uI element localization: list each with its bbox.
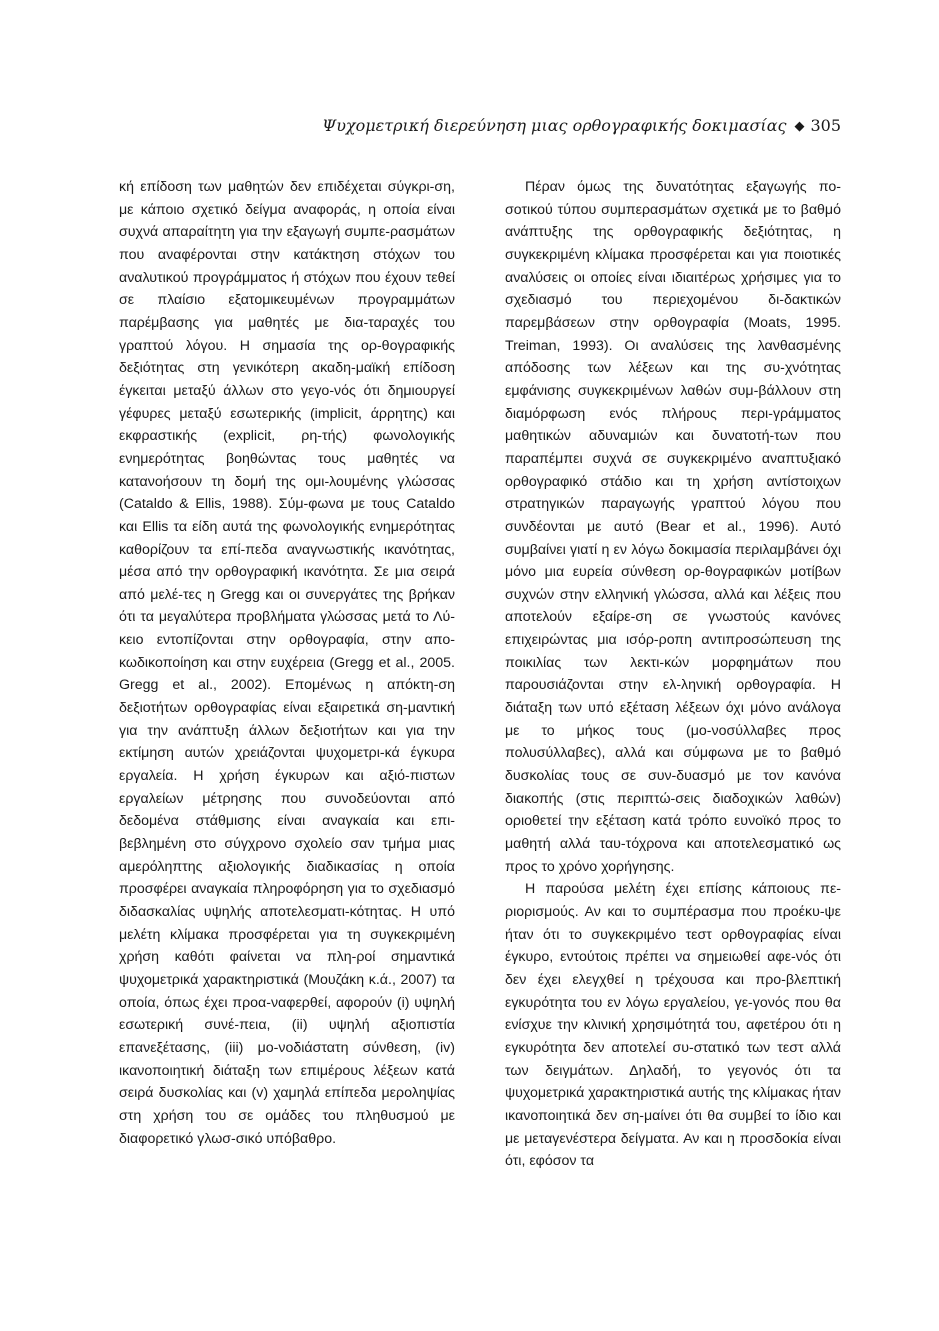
right-paragraph-1: Πέραν όμως της δυνατότητας εξαγωγής πο-σοτικού τύπου συμπερασμάτων σχετικά με το βαθμό ανάπτυξης της ορθογραφικής δεξιότητας, η συγκεκριμένη κλίμακα προσφέρεται και για ποιοτικές αναλύσεις οι οποίες είναι ιδιαιτέρως χρήσιμες για το σχεδιασμό του περιεχομένου δι-δακτικών παρεμβάσεων στην ορθογραφία (Moats, 1995. Treiman, 1993). Οι αναλύσεις της λανθασμένης απόδοσης των λέξεων και της συ-χνότητας εμφάνισης συγκεκριμένων λαθών συμ-βάλλουν στη διαμόρφωση ενός πλήρους περι-γράμματος μαθητικών αδυναμιών και δυνατοτή-των που παραπέμπει συχνά σε συγκεκριμένο αναπτυξιακό ορθογραφικό στάδιο και τη χρήση αντίστοιχων στρατηγικών παραγωγής γραπτού λόγου που συνδέονται με αυτό (Bear et al., 1996). Αυτό συμβαίνει γιατί η εν λόγω δοκιμασία περιλαμβάνει όχι μόνο μια ευρεία σύνθεση ορ-θογραφικών μοτίβων συχνών στην ελληνική γλώσσα, αλλά και λέξεις που αποτελούν εξαίρε-ση σε γνωστούς κανόνες επιχειρώντας μια ισόρ-ροπη αντιπροσώπευση της ποικιλίας των λεκτι-κών μορφημάτων που παρουσιάζονται στην ελ-ληνική ορθογραφία. Η διάταξη των υπό εξέταση λέξεων όχι μόνο ανάλογα με το μήκος τους (μο-νοσύλλαβες προς πολυσύλλαβες), αλλά και σύμφωνα με το βαθμό δυσκολίας τους σε συν-δυασμό με τον κανόνα διακοπής (στις περιπτώ-σεις διαδοχικών λαθών) οριοθετεί την εξέταση κατά τρόπο ευνοϊκό προς το μαθητή αλλά ταυ-τόχρονα και αποτελεσματικό ως προς το χρόνο χορήγησης. <box>505 179 841 875</box>
running-header <box>120 116 841 138</box>
right-column <box>505 176 841 1173</box>
diamond-separator-icon: ◆ <box>794 119 805 134</box>
page-number: 305 <box>810 116 841 135</box>
left-column <box>119 176 455 1150</box>
running-title: Ψυχομετρική διερεύνηση μιας ορθογραφικής δοκιμασίας <box>322 116 787 135</box>
right-paragraph-2: Η παρούσα μελέτη έχει επίσης κάποιους πε-ριορισμούς. Αν και το συμπέρασμα που προέκυ-ψε ήταν ότι το συγκεκριμένο τεστ ορθογραφίας είναι έγκυρο, εντούτοις πρέπει να σημειωθεί αφε-νός ότι δεν έχει ελεγχθεί η τρέχουσα και προ-βλεπτική εγκυρότητα του εν λόγω εργαλείου, γε-γονός που θα ενίσχυε την κλινική χρησιμότητά του, αφετέρου ότι η εγκυρότητα δεν αποτελεί συ-στατικό των τεστ αλλά των δειγμάτων. Δηλαδή, το γεγονός ότι τα ψυχομετρικά χαρακτηριστικά αυτής της κλίμακας ήταν ικανοποιητικά δεν ση-μαίνει ότι θα συμβεί το ίδιο και με μεταγενέστερα δείγματα. Αν και η προσδοκία είναι ότι, εφόσον τα <box>505 881 841 1170</box>
left-paragraph-1: κή επίδοση των μαθητών δεν επιδέχεται σύγκρι-ση, με κάποιο σχετικό δείγμα αναφοράς, η οποία είναι συχνά απαραίτητη για την εξαγωγή συμπε-ρασμάτων που αναφέρονται στην κατάκτηση στόχων του αναλυτικού προγράμματος ή στόχων που έχουν τεθεί σε πλαίσιο εξατομικευμένων προγραμμάτων παρέμβασης για μαθητές με δια-ταραχές του γραπτού λόγου. Η σημασία της ορ-θογραφικής δεξιότητας στη γενικότερη ακαδη-μαϊκή επίδοση έγκειται μεταξύ άλλων στο γεγο-νός ότι δημιουργεί γέφυρες μεταξύ εσωτερικής (implicit, άρρητης) και εκφραστικής (explicit, ρη-τής) φωνολογικής ενημερότητας βοηθώντας τους μαθητές να κατανοήσουν τη δομή της ομι-λουμένης γλώσσας (Cataldo & Ellis, 1988). Σύμ-φωνα με τους Cataldo και Ellis τα είδη αυτά της φωνολογικής ενημερότητας καθορίζουν τα επί-πεδα αναγνωστικής ικανότητας, μέσα από την ορθογραφική ικανότητα. Σε μια σειρά από μελέ-τες η Gregg και οι συνεργάτες της βρήκαν ότι τα μεγαλύτερα προβλήματα γλώσσας μετά το Λύ-κειο εντοπίζονται στην ορθογραφία, στην απο-κωδικοποίηση και στην ευχέρεια (Gregg et al., 2005. Gregg et al., 2002). Επομένως η απόκτη-ση δεξιοτήτων ορθογραφίας είναι εξαιρετικά ση-μαντική για την ανάπτυξη άλλων δεξιοτήτων και για την εκτίμηση αυτών χρειάζονται ψυχομετρι-κά έγκυρα εργαλεία. Η χρήση έγκυρων και αξιό-πιστων εργαλείων μέτρησης που συνοδεύονται από δεδομένα στάθμισης είναι αναγκαία και επι-βεβλημένη στο σύγχρονο σχολείο σαν τμήμα μιας αμερόληπτης αξιολογικής διαδικασίας η οποία προσφέρει αναγκαία πληροφόρηση για το σχεδιασμό διδασκαλίας υψηλής αποτελεσματι-κότητας. Η υπό μελέτη κλίμακα προσφέρεται για τη συγκεκριμένη χρήση καθότι φαίνεται να πλη-ροί σημαντικά ψυχομετρικά χαρακτηριστικά (Μουζάκη κ.ά., 2007) τα οποία, όπως έχει προα-ναφερθεί, αφορούν (i) υψηλή εσωτερική συνέ-πεια, (ii) υψηλή αξιοπιστία επανεξέτασης, (iii) μο-νοδιάστατη σύνθεση, (iv) ικανοποιητική διάταξη των επιμέρους λέξεων κατά σειρά δυσκολίας και (v) χαμηλά επίπεδα μεροληψίας στη χρήση του σε ομάδες του πληθυσμού με διαφορετικό γλωσ-σικό υπόβαθρο. <box>119 179 455 1147</box>
